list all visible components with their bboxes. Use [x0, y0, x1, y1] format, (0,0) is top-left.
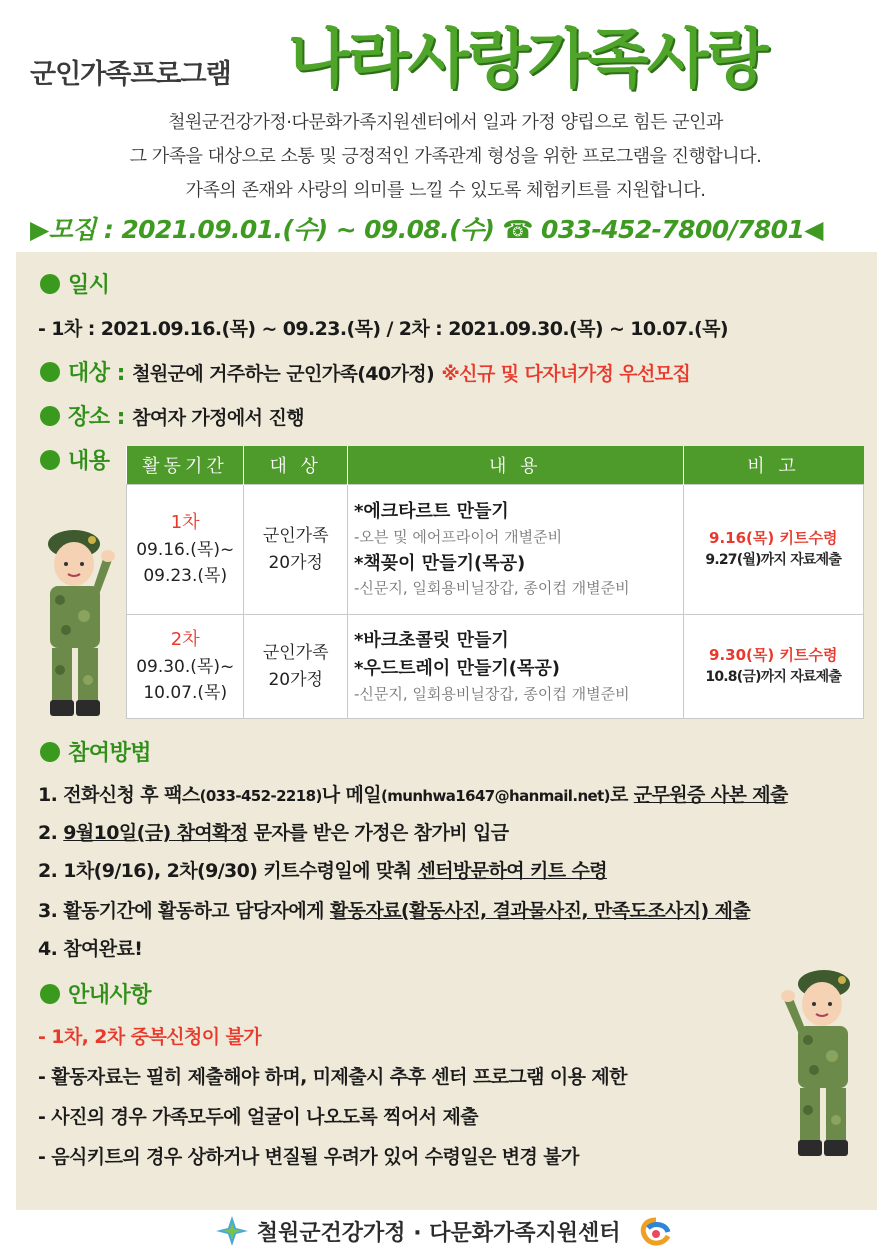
- place-row: [40, 400, 304, 431]
- method-step-3-text: 2. 1차(9/16), 2차(9/30) 키트수령일에 맞춰: [38, 860, 418, 882]
- email-address: (munhwa1647@hanmail.net): [380, 787, 610, 805]
- target-group: 군인가족: [262, 643, 329, 664]
- table-header: 내 용: [347, 446, 683, 485]
- footer: [0, 1212, 891, 1260]
- schedule-text: - 1차 : 2021.09.16.(목) ~ 09.23.(목) / 2차 : 2021.09.30.(목) ~ 10.07.(목): [38, 318, 728, 340]
- method-step-2-date: 9월10일(금) 참여확정: [63, 822, 248, 844]
- target-count: 20가정: [268, 552, 323, 573]
- notice-item: - 사진의 경우 가족모두에 얼굴이 나오도록 찍어서 제출: [38, 1106, 478, 1128]
- activity-prep: -신문지, 일회용비닐장갑, 종이컵 개별준비: [353, 579, 630, 598]
- target-group: 군인가족: [262, 526, 329, 547]
- activity-prep: -오븐 및 에어프라이어 개별준비: [353, 528, 563, 547]
- method-step-3-visit: 센터방문하여 키트 수령: [417, 860, 608, 882]
- saluting-soldier-illustration: [770, 960, 870, 1160]
- content-cell: [347, 485, 683, 615]
- table-header: 대 상: [244, 446, 348, 485]
- period-end: 09.23.(목): [143, 566, 228, 587]
- method-heading-text: 참여방법: [68, 741, 152, 766]
- submission-note: 10.8(금)까지 자료제출: [705, 669, 842, 686]
- intro-line-3: 가족의 존재와 사랑의 의미를 느낄 수 있도록 체험키트를 지원합니다.: [185, 180, 706, 201]
- table-header: 비 고: [683, 446, 864, 485]
- method-step-1-doc: 군무원증 사본 제출: [633, 784, 788, 806]
- method-step-2-text: 문자를 받은 가정은 참가비 입금: [247, 822, 509, 844]
- organization-name: 철원군건강가정 · 다문화가족지원센터: [256, 1221, 621, 1246]
- method-step-5: 4. 참여완료!: [38, 938, 143, 960]
- kit-pickup-note: 9.16(목) 키트수령: [709, 529, 838, 548]
- table-header: 활동기간: [127, 446, 244, 485]
- method-heading: [40, 736, 151, 767]
- activity-item: *우드트레이 만들기(목공): [353, 657, 560, 679]
- method-step-3: [38, 856, 607, 883]
- bullet-dot-icon: [40, 406, 60, 426]
- program-subtitle: 군인가족프로그램: [30, 59, 231, 90]
- fax-number: (033-452-2218): [199, 787, 322, 805]
- recruit-period: ▶모집 : 2021.09.01.(수) ~ 09.08.(수) ☎ 033-452-7800/7801◀: [30, 215, 823, 244]
- method-step-2-num: 2.: [38, 822, 64, 844]
- target-priority: ※신규 및 다자녀가정 우선모집: [441, 363, 691, 385]
- activity-item: *책꽂이 만들기(목공): [353, 552, 526, 574]
- method-step-1-text: 1. 전화신청 후 팩스: [38, 784, 200, 806]
- bullet-dot-icon: [40, 742, 60, 762]
- activity-prep: -신문지, 일회용비닐장갑, 종이컵 개별준비: [353, 684, 630, 703]
- target-cell: [244, 615, 348, 719]
- notice-item: - 음식키트의 경우 상하거나 변질될 우려가 있어 수령일은 변경 불가: [38, 1146, 579, 1168]
- table-row: [127, 485, 864, 615]
- table-row: [127, 615, 864, 719]
- saluting-soldier-illustration: [26, 520, 126, 720]
- activity-item: *바크초콜릿 만들기: [353, 629, 509, 651]
- program-table: [126, 446, 864, 719]
- note-cell: [683, 615, 864, 719]
- table-header-row: [127, 446, 864, 485]
- content-cell: [347, 615, 683, 719]
- period-end: 10.07.(목): [143, 683, 228, 704]
- period-cell: [127, 615, 244, 719]
- bullet-dot-icon: [40, 274, 60, 294]
- multicultural-logo-icon: [636, 1216, 676, 1248]
- schedule-heading: [40, 268, 110, 299]
- center-logo-icon: [215, 1214, 249, 1248]
- target-count: 20가정: [268, 669, 323, 690]
- schedule-heading-text: 일시: [68, 273, 110, 298]
- page-title: 나라사랑가족사랑: [288, 23, 767, 97]
- round-label: 2차: [170, 629, 200, 651]
- notice-heading-text: 안내사항: [68, 983, 152, 1008]
- period-start: 09.16.(목)~: [136, 540, 235, 561]
- bullet-dot-icon: [40, 984, 60, 1004]
- target-heading: 대상 :: [68, 361, 125, 386]
- note-cell: [683, 485, 864, 615]
- bullet-dot-icon: [40, 450, 60, 470]
- place-text: 참여자 가정에서 진행: [132, 407, 304, 429]
- intro-line-2: 그 가족을 대상으로 소통 및 긍정적인 가족관계 형성을 위한 프로그램을 진행합니다.: [129, 146, 762, 167]
- contents-heading: [40, 444, 110, 475]
- period-cell: [127, 485, 244, 615]
- method-step-1-suffix: 로: [609, 784, 634, 806]
- method-step-4-materials: 활동자료(활동사진, 결과물사진, 만족도조사지) 제출: [329, 900, 751, 922]
- method-step-4-text: 3. 활동기간에 활동하고 담당자에게: [38, 900, 330, 922]
- place-heading: 장소 :: [68, 405, 125, 430]
- bullet-dot-icon: [40, 362, 60, 382]
- period-start: 09.30.(목)~: [136, 657, 235, 678]
- target-text: 철원군에 거주하는 군인가족(40가정): [132, 363, 435, 385]
- notice-heading: [40, 978, 151, 1009]
- activity-item: *에크타르트 만들기: [353, 501, 509, 523]
- method-step-2: [38, 818, 508, 845]
- target-cell: [244, 485, 348, 615]
- submission-note: 9.27(월)까지 자료제출: [705, 552, 842, 569]
- method-step-1-mail: 나 메일: [321, 784, 381, 806]
- method-step-1: [38, 780, 788, 807]
- target-row: [40, 356, 690, 387]
- contents-heading-text: 내용: [68, 449, 110, 474]
- method-step-4: [38, 896, 750, 923]
- intro-line-1: 철원군건강가정·다문화가족지원센터에서 일과 가정 양립으로 힘든 군인과: [168, 112, 723, 133]
- kit-pickup-note: 9.30(목) 키트수령: [709, 646, 838, 665]
- notice-warning: - 1차, 2차 중복신청이 불가: [38, 1026, 261, 1048]
- round-label: 1차: [170, 512, 200, 534]
- notice-item: - 활동자료는 필히 제출해야 하며, 미제출시 추후 센터 프로그램 이용 제한: [38, 1066, 627, 1088]
